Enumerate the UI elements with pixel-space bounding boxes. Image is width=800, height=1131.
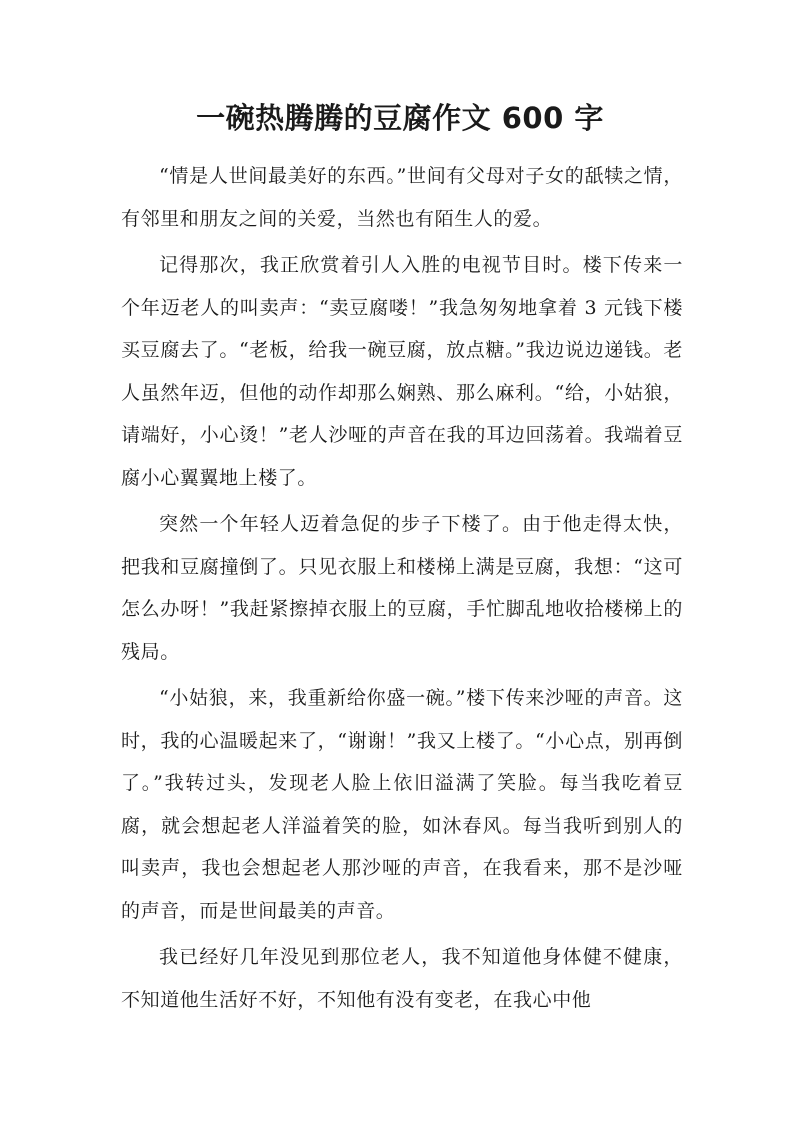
paragraph-2: 记得那次，我正欣赏着引人入胜的电视节目时。楼下传来一个年迈老人的叫卖声：“卖豆腐喽！”我急匆匆地拿着 3 元钱下楼买豆腐去了。“老板，给我一碗豆腐，放点糖。”我边说边递钱。老人虽然年迈，但他的动作却那么娴熟、那么麻利。“给，小姑狼，请端好，小心烫！”老人沙哑的声音在我的耳边回荡着。我端着豆腐小心翼翼地上楼了。 <box>121 254 683 489</box>
paragraph-5: 我已经好几年没见到那位老人，我不知道他身体健不健康，不知道他生活好不好，不知他有没有变老，在我心中他 <box>121 946 683 1011</box>
paragraph-1: “情是人世间最美好的东西。”世间有父母对子女的舐犊之情，有邻里和朋友之间的关爱，当然也有陌生人的爱。 <box>121 165 683 230</box>
paragraph-4: “小姑狼，来，我重新给你盛一碗。”楼下传来沙哑的声音。这时，我的心温暖起来了，“谢谢！”我又上楼了。“小心点，别再倒了。”我转过头，发现老人脸上依旧溢满了笑脸。每当我吃着豆腐，就会想起老人洋溢着笑的脸，如沐春风。每当我听到别人的叫卖声，我也会想起老人那沙哑的声音，在我看来，那不是沙哑的声音，而是世间最美的声音。 <box>121 687 683 922</box>
document-title: 一碗热腾腾的豆腐作文 600 字 <box>196 101 604 135</box>
paragraph-3: 突然一个年轻人迈着急促的步子下楼了。由于他走得太快，把我和豆腐撞倒了。只见衣服上和楼梯上满是豆腐，我想：“这可怎么办呀！”我赶紧擦掉衣服上的豆腐，手忙脚乱地收拾楼梯上的残局。 <box>121 513 683 663</box>
document-body <box>121 155 683 1025</box>
